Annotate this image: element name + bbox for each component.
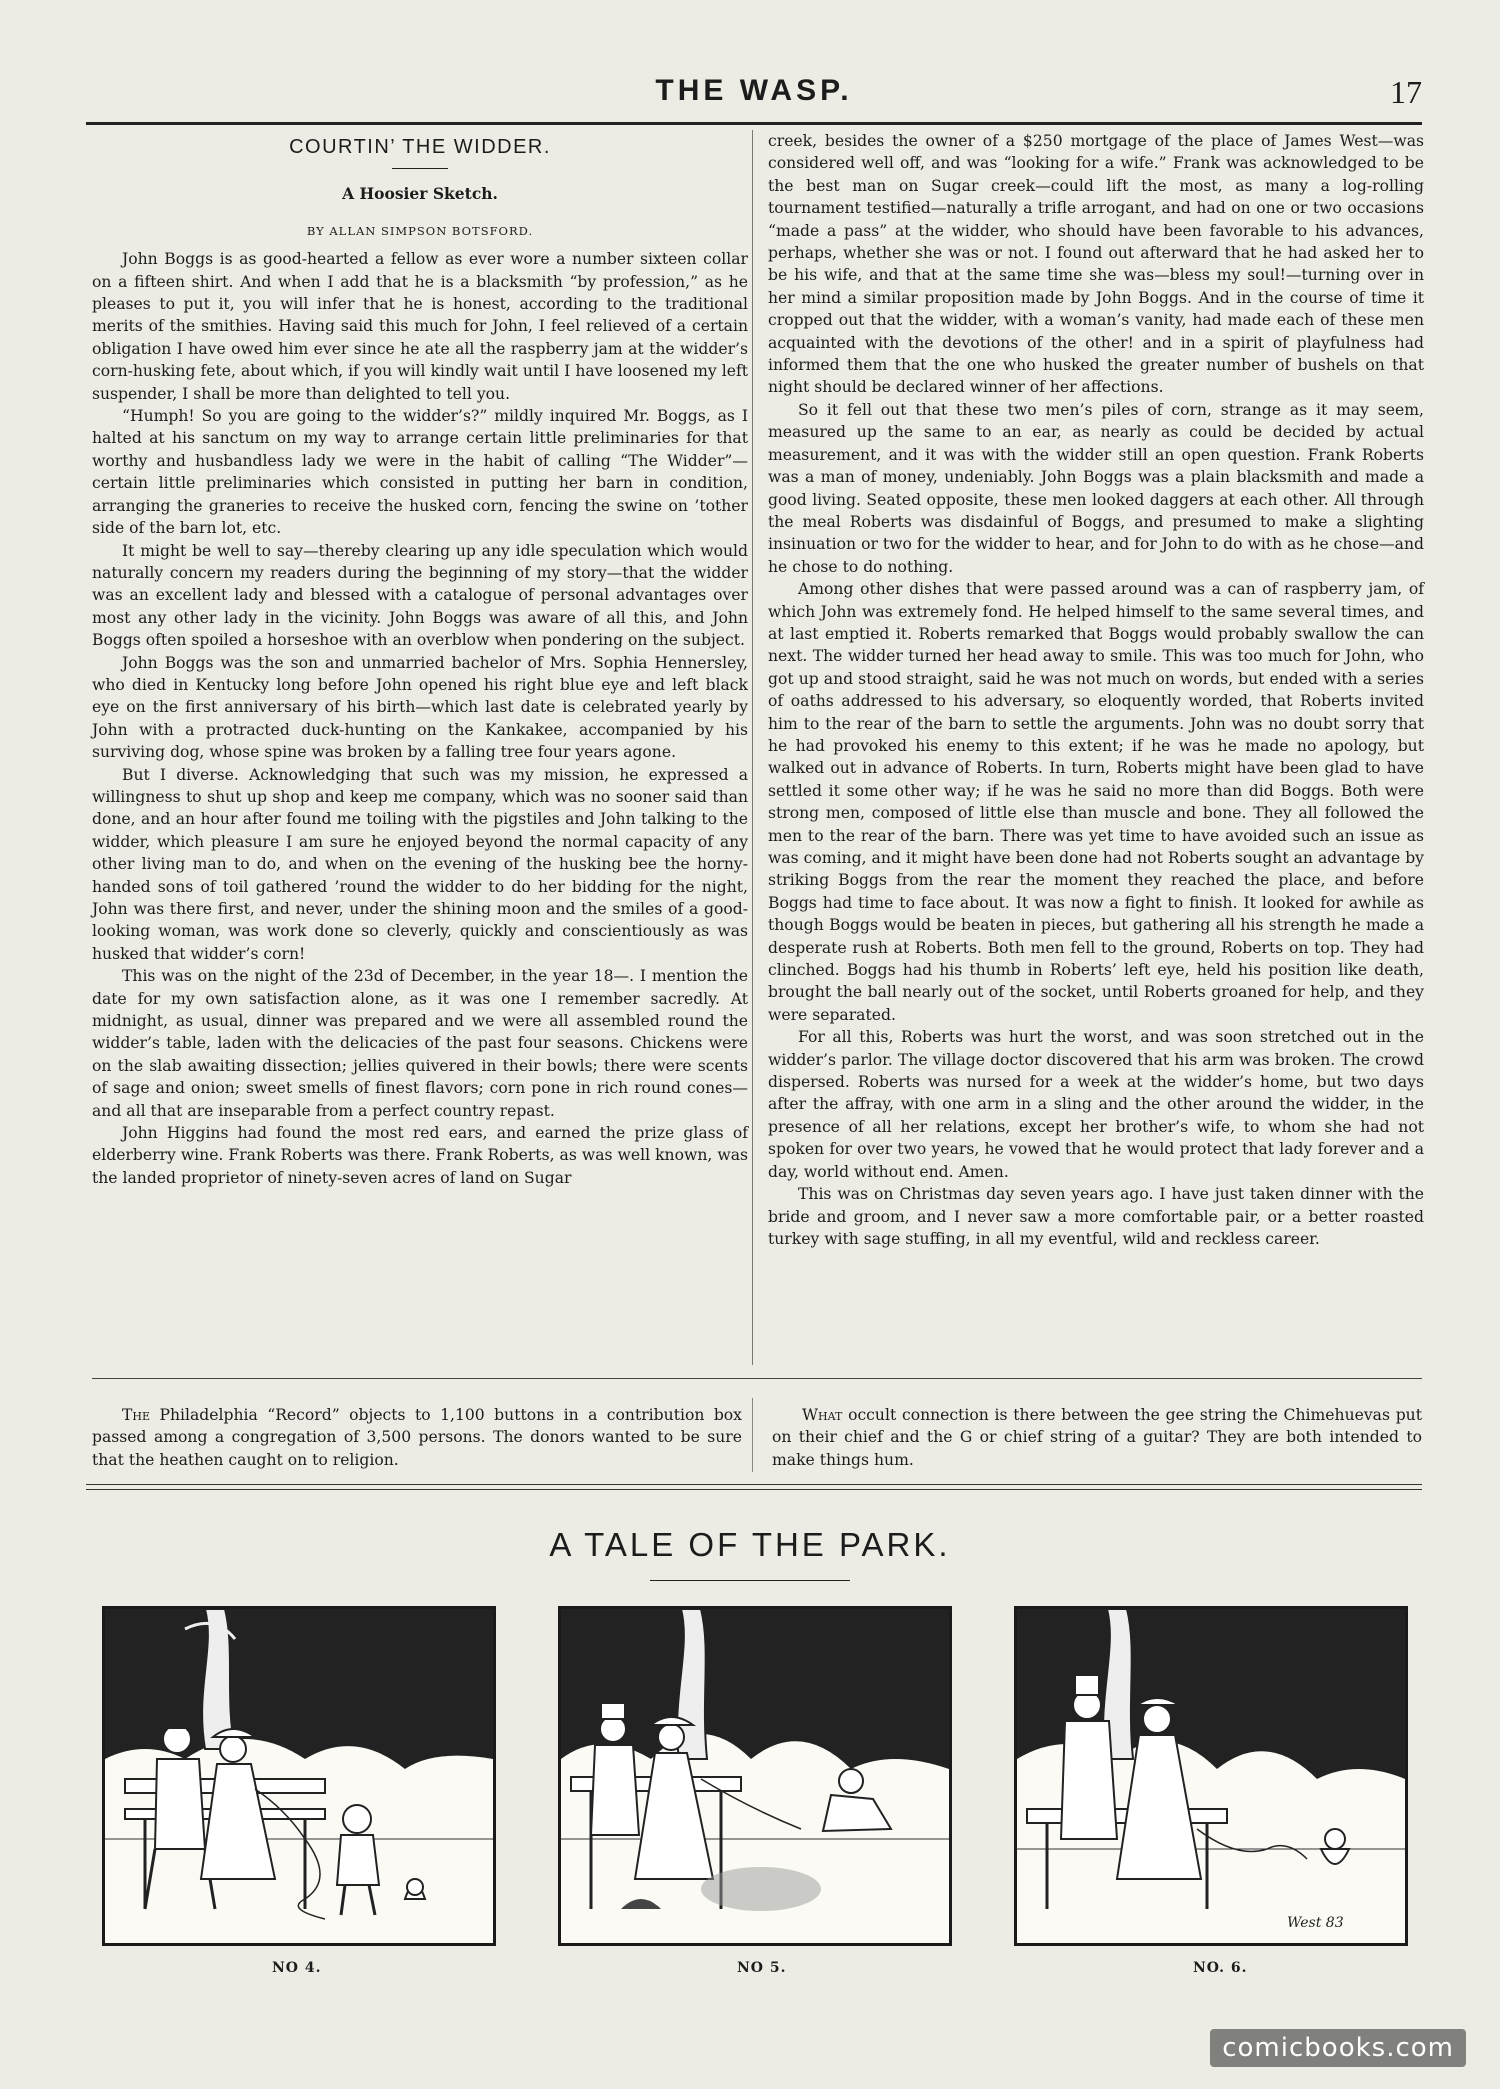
panel-5-illustration — [561, 1609, 949, 1943]
paragraph: “Humph! So you are going to the widder’s?” mildly inquired Mr. Boggs, as I halted at his sanctum on my way to arrange certain little preliminaries for that worthy and husbandless lady we were in the habit of calling “The Widder”—certain little preliminaries which consisted in putting her barn in condition, arranging the graneries to receive the husked corn, fencing the swine on ’tother side of the barn lot, etc. — [92, 407, 748, 538]
paragraph: John Higgins had found the most red ears, and earned the prize glass of elderberry wine. Frank Roberts was there. Frank Roberts, as was well known, was the landed proprietor of ninety-seven acres of land on Sugar — [92, 1124, 748, 1187]
masthead — [86, 70, 1422, 126]
article-subtitle: A Hoosier Sketch. — [342, 184, 498, 204]
paragraph: But I diverse. Acknowledging that such was my mission, he expressed a willingness to shut up shop and keep me company, which was no sooner said than done, and an hour after found me toiling with the pigstiles and John talking to the widder, which pleasure I am sure he enjoyed beyond the normal capacity of any other living man to do, and when on the evening of the husking bee the horny-handed sons of toil gathered ’round the widder to do her bidding for the night, John was there first, and never, under the shining moon and the smiles of a good-looking woman, was work done so cleverly, quickly and conscientiously as was husked that widder’s corn! — [92, 765, 748, 963]
filler-divider — [752, 1398, 753, 1472]
column-divider — [752, 130, 753, 1365]
paragraph: This was on the night of the 23d of December, in the year 18—. I mention the date for my own satisfaction alone, as it was one I remember sacredly. At midnight, as usual, dinner was prepared and we were all assembled round the widder’s table, laden with the delicacies of the past four seasons. Chickens were on the slab awaiting dissection; jellies quivered in their bowls; there were scents of sage and onion; sweet smells of finest flavors; corn pone in rich round cones—and all that are inseparable from a perfect country repast. — [92, 967, 748, 1120]
article-column-left — [92, 130, 748, 1189]
paragraph: For all this, Roberts was hurt the worst, and was soon stretched out in the widder’s parlor. The village doctor discovered that his arm was broken. The crowd dispersed. Roberts was nursed for a week at the widder’s home, but two days after the affray, with one arm in a sling and the other around the widder, in the presence of all her relations, except her brother’s wife, to whom she had not spoken for over two years, he vowed that he would protect that lady forever and a day, world without end. Amen. — [768, 1028, 1424, 1181]
panel-5-caption: NO 5. — [737, 1960, 787, 1976]
filler-text: Philadelphia “Record” objects to 1,100 buttons in a contribution box passed among a congregation of 3,500 persons. The donors wanted to be sure that the heathen caught on to religion. — [92, 1406, 742, 1469]
panel-4-illustration — [105, 1609, 493, 1943]
masthead-title: THE WASP. — [655, 74, 853, 107]
article-title: COURTIN’ THE WIDDER. — [289, 136, 551, 158]
section-rule — [92, 1378, 1422, 1379]
cartoon-panel-4 — [102, 1606, 496, 1946]
panel-6-caption: NO. 6. — [1193, 1960, 1248, 1976]
paragraph-continued: creek, besides the owner of a $250 mortgage of the place of James West—was considered well off, and was “looking for a wife.” Frank was acknowledged to be the best man on Sugar creek—could lift the most, as many a log-rolling tournament testified—naturally a trifle arrogant, and had on one or two occasions “made a pass” at the widder, who should have been favorable to his advances, perhaps, whether she was or not. I found out afterward that he had asked her to be his wife, and that at the same time she was—bless my soul!—turning over in her mind a similar proposition made by John Boggs. And in the course of time it cropped out that the widder, with a woman’s vanity, had made each of these men acquainted with the devotions of the other! and in a spirit of playfulness had informed them that the one who husked the greater number of bushels on that night should be declared winner of her affections. — [768, 132, 1424, 397]
site-watermark: comicbooks.com — [1210, 2029, 1466, 2067]
cartoon-panel-6 — [1014, 1606, 1408, 1946]
paragraph: Among other dishes that were passed around was a can of raspberry jam, of which John was extremely fond. He helped himself to the same several times, and at last emptied it. Roberts remarked that Boggs would probably swallow the can next. The widder turned her head away to smile. This was too much for John, who got up and stood straight, said he was not much on words, but ended with a series of oaths addressed to his adversary, so eloquently worded, that Roberts invited him to the rear of the barn to settle the arguments. John was no doubt sorry that he had provoked his enemy to this extent; if he was he made no apology, but walked out in advance of Roberts. In turn, Roberts might have been glad to have settled it some other way; if he was he said no more than did Boggs. Both were strong men, composed of little else than muscle and bone. They all followed the men to the rear of the barn. There was yet time to have avoided such an issue as was coming, and it might have been done had not Roberts sought an advantage by striking Boggs from the rear the moment they reached the place, and before Boggs had time to face about. It was now a fight to finish. It looked for awhile as though Boggs would be beaten in pieces, but gathering all his strength he made a desperate rush at Roberts. Both men fell to the ground, Roberts on top. They had clinched. Boggs had his thumb in Roberts’ left eye, held his position like death, brought the ball nearly out of the socket, until Roberts groaned for help, and they were separated. — [768, 580, 1424, 1024]
filler-lead: The — [122, 1406, 151, 1424]
paragraph: John Boggs is as good-hearted a fellow as ever wore a number sixteen collar on a fifteen shirt. And when I add that he is a blacksmith “by profession,” as he pleases to put it, you will infer that he is honest, according to the traditional merits of the smithies. Having said this much for John, I feel relieved of a certain obligation I have owed him ever since he ate all the raspberry jam at the widder’s corn-husking fete, about which, if you will kindly wait until I have loosened my left suspender, I shall be more than delighted to tell you. — [92, 250, 748, 403]
article-column-right — [768, 130, 1424, 1250]
paragraph: It might be well to say—thereby clearing up any idle speculation which would naturally concern my readers during the beginning of my story—that the widder was an excellent lady and blessed with a catalogue of personal advantages over most any other lady in the vicinity. John Boggs was aware of all this, and John Boggs often spoiled a horseshoe with an overblow when pondering on the subject. — [92, 541, 748, 650]
cartoon-title: A TALE OF THE PARK. — [549, 1526, 951, 1563]
paragraph: So it fell out that these two men’s piles of corn, strange as it may seem, measured up the same to an ear, as nearly as could be decided by actual measurement, and it was with the widder still an open question. Frank Roberts was a man of money, undeniably. John Boggs was a plain blacksmith and made a good living. Seated opposite, these men looked daggers at each other. All through the meal Roberts was disdainful of Boggs, and presumed to make a slighting insinuation or two for the widder to hear, and for John to do with as he chose—and he chose to do nothing. — [768, 400, 1424, 576]
filler-text: occult connection is there between the gee string the Chimehuevas put on their chief and the G or chief string of a guitar? They are both intended to make things hum. — [772, 1406, 1422, 1469]
filler-item-left — [92, 1404, 742, 1471]
filler-lead: What — [802, 1406, 843, 1424]
panel-4-caption: NO 4. — [272, 1960, 322, 1976]
double-rule-bottom — [86, 1489, 1422, 1490]
article-byline: BY ALLAN SIMPSON BOTSFORD. — [306, 223, 534, 238]
artist-signature: West 83 — [1287, 1915, 1344, 1931]
panel-6-illustration — [1017, 1609, 1405, 1943]
filler-item-right — [772, 1404, 1422, 1471]
masthead-rule — [86, 122, 1422, 125]
paragraph: This was on Christmas day seven years ago. I have just taken dinner with the bride and groom, and I never saw a more comfortable pair, or a better roasted turkey with sage stuffing, in all my eventful, wild and reckless career. — [768, 1185, 1424, 1248]
cartoon-panel-5 — [558, 1606, 952, 1946]
cartoon-title-rule — [650, 1580, 850, 1581]
double-rule-top — [86, 1484, 1422, 1485]
title-rule — [392, 168, 448, 169]
page-number: 17 — [1390, 74, 1422, 110]
paragraph: John Boggs was the son and unmarried bachelor of Mrs. Sophia Hennersley, who died in Kentucky long before John opened his right blue eye and left black eye on the first anniversary of his birth—which last date is celebrated yearly by John with a protracted duck-hunting on the Kankakee, accompanied by his surviving dog, whose spine was broken by a falling tree four years agone. — [92, 653, 748, 762]
